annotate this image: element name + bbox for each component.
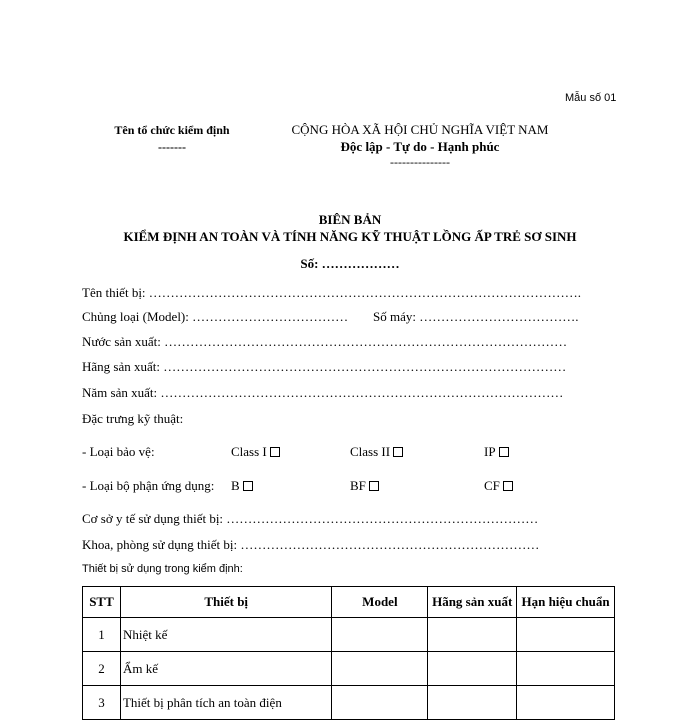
ip-option[interactable]	[484, 444, 509, 460]
form-code: Mẫu số 01	[565, 92, 617, 104]
protection-type-label: - Loại bảo vệ:	[82, 444, 155, 459]
row-device: Nhiệt kế	[120, 618, 331, 652]
row-device: Ẩm kế	[120, 652, 331, 686]
row-calibration[interactable]	[517, 652, 615, 686]
tech-spec-label: Đặc trưng kỹ thuật:	[82, 411, 184, 426]
header-model: Model	[332, 587, 428, 618]
facility-field: Cơ sở y tế sử dụng thiết bị: ………………………………………………………………	[82, 511, 539, 526]
ip-label: IP	[484, 444, 496, 459]
row-model[interactable]	[332, 618, 428, 652]
row-stt: 1	[83, 618, 121, 652]
doc-number: Số: ………………	[300, 256, 400, 271]
bf-label: BF	[350, 478, 366, 493]
b-option[interactable]	[231, 478, 253, 494]
row-manufacturer[interactable]	[428, 686, 517, 720]
serial-field: Số máy: ……………………………….	[373, 309, 579, 324]
table-row	[83, 618, 615, 652]
manufacturer-field: Hãng sản xuất: …………………………………………………………………………………	[82, 359, 567, 374]
header-manufacturer: Hãng sản xuất	[428, 587, 517, 618]
row-device: Thiết bị phân tích an toàn điện	[120, 686, 331, 720]
class2-label: Class II	[350, 444, 391, 459]
header-stt: STT	[83, 587, 121, 618]
cf-label: CF	[484, 478, 500, 493]
year-field: Năm sản xuất: …………………………………………………………………………………	[82, 385, 564, 400]
header-calibration: Hạn hiệu chuẩn	[517, 587, 615, 618]
org-divider: -------	[158, 140, 186, 154]
org-name-label: Tên tổ chức kiểm định	[114, 123, 230, 137]
row-model[interactable]	[332, 652, 428, 686]
row-calibration[interactable]	[517, 686, 615, 720]
equipment-caption: Thiết bị sử dụng trong kiểm định:	[82, 563, 243, 575]
table-row	[83, 652, 615, 686]
ip-checkbox[interactable]	[499, 447, 509, 457]
nation-divider: ---------------	[390, 155, 450, 169]
class1-checkbox[interactable]	[270, 447, 280, 457]
nation-title: CỘNG HÒA XÃ HỘI CHỦ NGHĨA VIỆT NAM	[291, 122, 549, 137]
class1-option[interactable]	[231, 444, 280, 460]
doc-title: BIÊN BẢN	[318, 212, 382, 227]
class2-option[interactable]	[350, 444, 403, 460]
cf-checkbox[interactable]	[503, 481, 513, 491]
row-stt: 3	[83, 686, 121, 720]
row-model[interactable]	[332, 686, 428, 720]
class2-checkbox[interactable]	[393, 447, 403, 457]
class1-label: Class I	[231, 444, 267, 459]
row-calibration[interactable]	[517, 618, 615, 652]
table-row	[83, 686, 615, 720]
department-field: Khoa, phòng sử dụng thiết bị: ……………………………………………………………	[82, 537, 540, 552]
row-stt: 2	[83, 652, 121, 686]
nation-motto: Độc lập - Tự do - Hạnh phúc	[340, 139, 500, 154]
device-name-field: Tên thiết bị: ……………………………………………………………………………………….	[82, 285, 582, 300]
cf-option[interactable]	[484, 478, 513, 494]
header-device: Thiết bị	[120, 587, 331, 618]
applied-part-label: - Loại bộ phận ứng dụng:	[82, 478, 215, 493]
bf-checkbox[interactable]	[369, 481, 379, 491]
b-label: B	[231, 478, 240, 493]
country-field: Nước sản xuất: …………………………………………………………………………………	[82, 334, 568, 349]
row-manufacturer[interactable]	[428, 618, 517, 652]
row-manufacturer[interactable]	[428, 652, 517, 686]
bf-option[interactable]	[350, 478, 379, 494]
b-checkbox[interactable]	[243, 481, 253, 491]
table-header-row	[83, 587, 615, 618]
doc-subtitle: KIỂM ĐỊNH AN TOÀN VÀ TÍNH NĂNG KỸ THUẬT LỒNG ẤP TRẺ SƠ SINH	[123, 229, 577, 244]
model-field: Chủng loại (Model): ………………………………	[82, 309, 349, 324]
